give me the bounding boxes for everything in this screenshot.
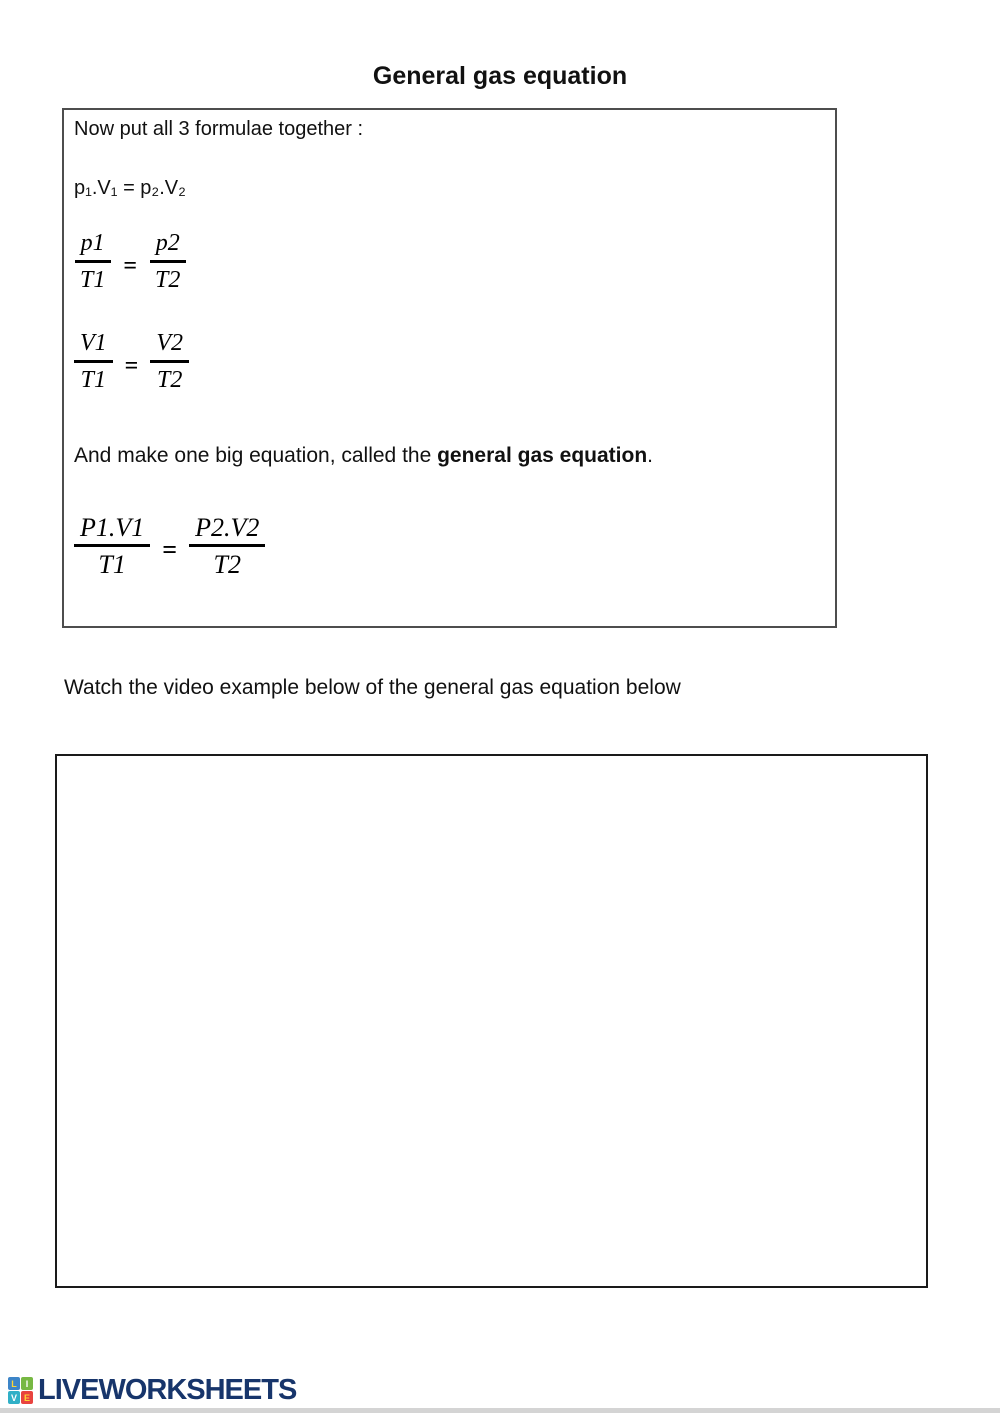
fraction-left xyxy=(74,514,150,578)
denominator: T1 xyxy=(80,267,106,293)
general-equation-sentence xyxy=(74,442,823,470)
page-title: General gas equation xyxy=(372,62,628,90)
logo-tile-e: E xyxy=(21,1391,33,1404)
fraction-right xyxy=(149,230,186,294)
denominator: T2 xyxy=(155,267,181,293)
denominator: T1 xyxy=(80,367,107,393)
fraction-right xyxy=(150,330,189,394)
page-bottom-edge xyxy=(0,1408,1000,1413)
general-gas-equation xyxy=(74,514,823,578)
logo-tile-v: V xyxy=(8,1391,20,1404)
denominator: T2 xyxy=(157,367,183,393)
video-placeholder[interactable] xyxy=(55,754,928,1288)
intro-text: Now put all 3 formulae together : xyxy=(74,118,364,140)
logo-tile-i: I xyxy=(21,1377,33,1390)
numerator: p1 xyxy=(75,230,111,263)
numerator: V1 xyxy=(74,330,113,363)
sentence-suffix: . xyxy=(647,444,653,467)
volume-temperature-equation xyxy=(74,330,823,394)
pressure-temperature-equation xyxy=(74,230,823,294)
watch-video-instruction: Watch the video example below of the general gas equation below xyxy=(64,676,681,699)
formula-box xyxy=(62,108,837,628)
numerator: P1.V1 xyxy=(74,514,150,547)
sentence-prefix: And make one big equation, called the xyxy=(74,444,438,467)
equals-sign: = xyxy=(124,352,139,379)
denominator: T2 xyxy=(213,550,241,579)
fraction-left xyxy=(74,230,111,294)
liveworksheets-logo[interactable] xyxy=(8,1374,296,1407)
logo-tile-l: L xyxy=(8,1377,20,1390)
sentence-bold: general gas equation xyxy=(437,444,648,467)
numerator: P2.V2 xyxy=(189,514,265,547)
denominator: T1 xyxy=(98,550,126,579)
fraction-right xyxy=(189,514,265,578)
boyle-law-equation: p₁.V₁ = p₂.V₂ xyxy=(74,177,186,199)
numerator: p2 xyxy=(150,230,186,263)
equals-sign: = xyxy=(162,535,178,564)
liveworksheets-wordmark: LIVEWORKSHEETS xyxy=(38,1374,297,1406)
fraction-left xyxy=(74,330,113,394)
equals-sign: = xyxy=(123,252,138,279)
numerator: V2 xyxy=(150,330,189,363)
liveworksheets-icon xyxy=(8,1377,33,1404)
